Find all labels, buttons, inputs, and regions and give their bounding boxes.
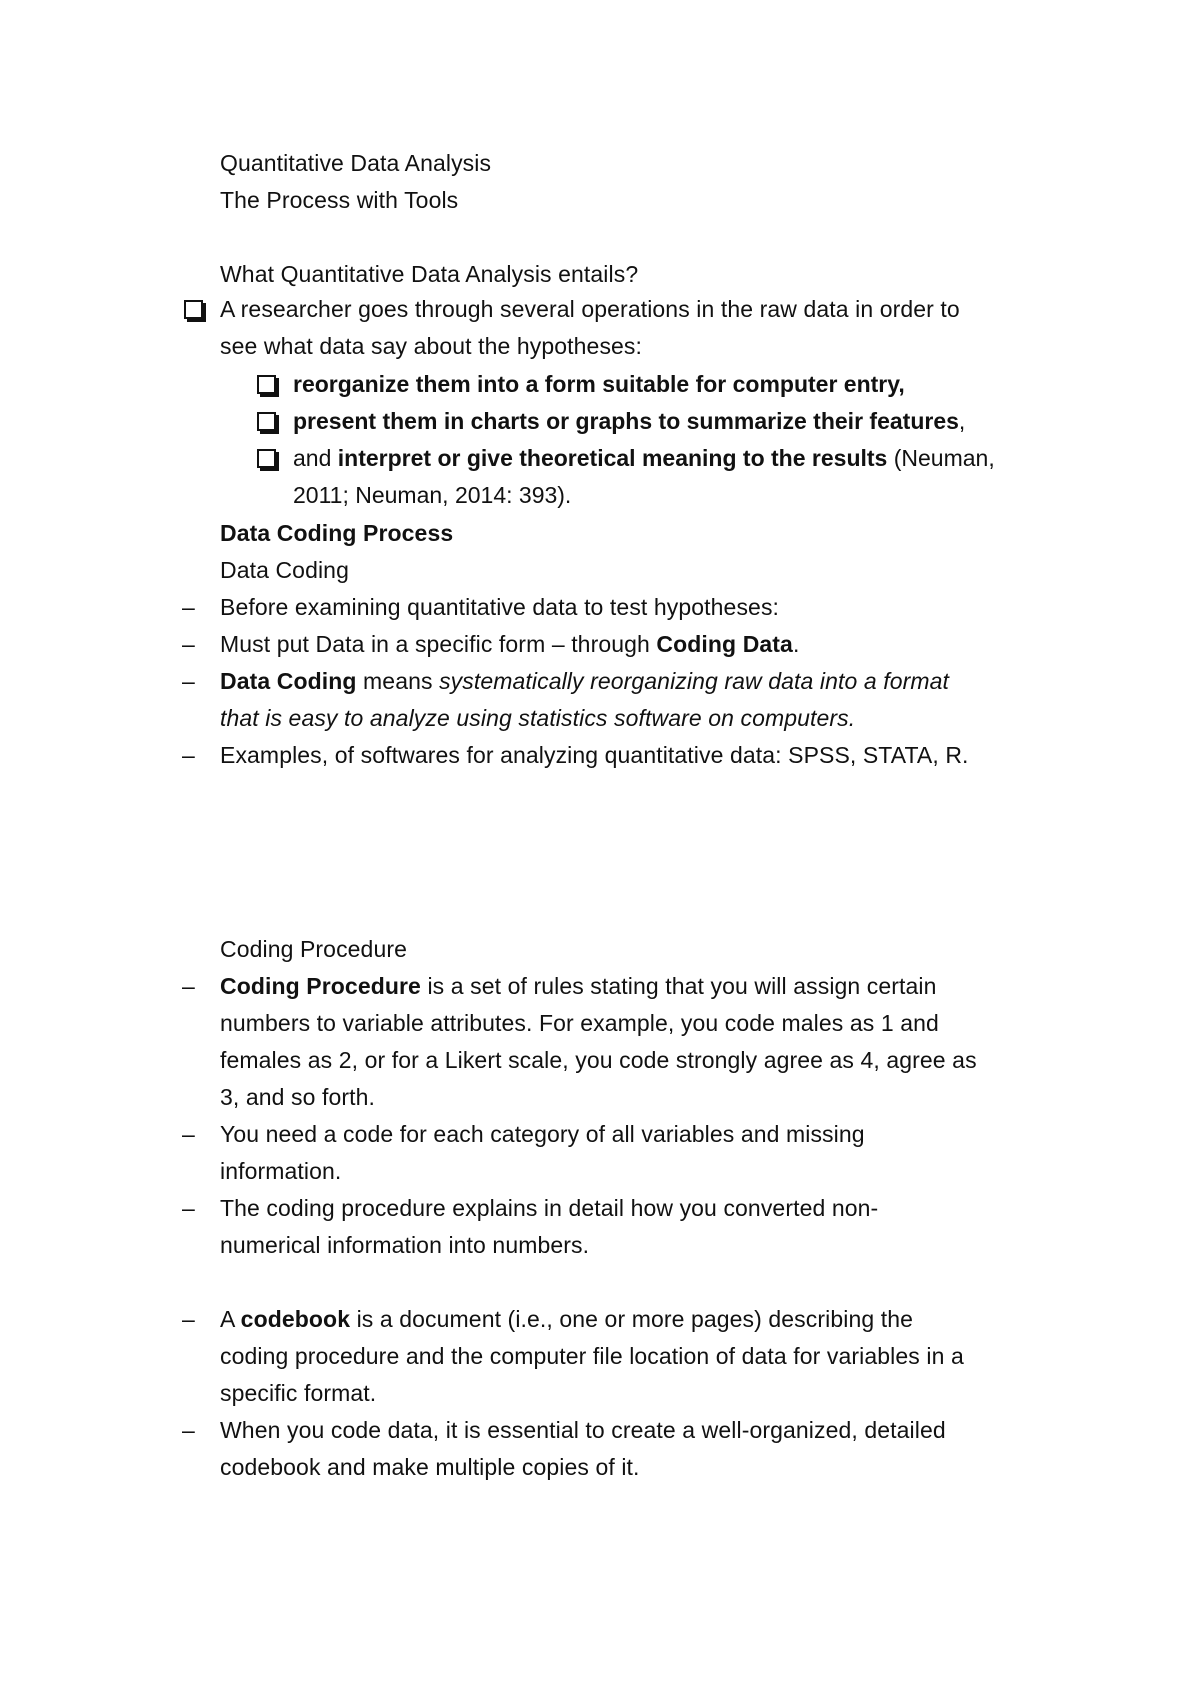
codebook-advice-bullet-line-2: codebook and make multiple copies of it. — [220, 1454, 640, 1480]
data-coding-bullet-3-line-2: that is easy to analyze using statistics software on computers. — [220, 705, 856, 731]
intro-line-2: see what data say about the hypotheses: — [220, 333, 643, 359]
data-coding-bullet-4: Examples, of softwares for analyzing quantitative data: SPSS, STATA, R. — [220, 742, 969, 768]
step-interpret-post: (Neuman, — [887, 445, 995, 471]
dash-bullet: – — [182, 1121, 195, 1147]
codebook-advice-bullet: When you code data, it is essential to create a well-organized, detailed — [220, 1417, 946, 1443]
data-coding-bullet-3 — [220, 666, 949, 696]
coding-procedure-bullet-1 — [220, 971, 937, 1001]
codebook-rest: is a document (i.e., one or more pages) describing the — [350, 1306, 913, 1332]
document-subtitle: The Process with Tools — [220, 187, 459, 213]
coding-procedure-bullet-2-line-2: information. — [220, 1158, 342, 1184]
section-heading-data-coding-process: Data Coding Process — [220, 520, 454, 546]
coding-procedure-bullet-1-line-3: females as 2, or for a Likert scale, you code strongly agree as 4, agree as — [220, 1047, 977, 1073]
dash-bullet: – — [182, 631, 195, 657]
dash-bullet: – — [182, 742, 195, 768]
data-coding-bullet-2 — [220, 629, 799, 659]
bullet-3-bold: Data Coding — [220, 668, 357, 694]
question-heading: What Quantitative Data Analysis entails? — [220, 261, 639, 287]
codebook-bullet-line-2: coding procedure and the computer file location of data for variables in a — [220, 1343, 964, 1369]
checkbox-square-icon — [257, 375, 276, 394]
codebook-bullet-line-3: specific format. — [220, 1380, 377, 1406]
step-reorganize: reorganize them into a form suitable for computer entry, — [293, 371, 905, 397]
dash-bullet: – — [182, 1195, 195, 1221]
coding-procedure-bullet-3: The coding procedure explains in detail how you converted non- — [220, 1195, 879, 1221]
coding-procedure-bullet-2: You need a code for each category of all variables and missing — [220, 1121, 865, 1147]
dash-bullet: – — [182, 1306, 195, 1332]
codebook-bullet — [220, 1304, 913, 1334]
step-present-end: , — [958, 408, 966, 434]
bullet-3-italic: systematically reorganizing raw data into a format — [439, 668, 950, 694]
step-interpret-bold: interpret or give theoretical meaning to the results — [337, 445, 888, 471]
intro-line-1: A researcher goes through several operations in the raw data in order to — [220, 296, 960, 322]
dash-bullet: – — [182, 1417, 195, 1443]
dash-bullet: – — [182, 973, 195, 999]
checkbox-square-icon — [257, 412, 276, 431]
bullet-1-bold: Coding Procedure — [220, 973, 421, 999]
document-title: Quantitative Data Analysis — [220, 150, 492, 176]
section-heading-coding-procedure: Coding Procedure — [220, 936, 407, 962]
coding-procedure-bullet-3-line-2: numerical information into numbers. — [220, 1232, 590, 1258]
bullet-2-pre: Must put Data in a specific form – through — [220, 631, 657, 657]
bullet-2-post: . — [792, 631, 800, 657]
dash-bullet: – — [182, 594, 195, 620]
checkbox-square-icon — [184, 300, 203, 319]
step-interpret-pre: and — [293, 445, 338, 471]
step-interpret-citation: 2011; Neuman, 2014: 393). — [293, 482, 572, 508]
section-subheading-data-coding: Data Coding — [220, 557, 349, 583]
codebook-bold: codebook — [240, 1306, 351, 1332]
checkbox-square-icon — [257, 449, 276, 468]
step-interpret — [293, 443, 995, 473]
data-coding-bullet-1: Before examining quantitative data to test hypotheses: — [220, 594, 780, 620]
codebook-pre: A — [220, 1306, 241, 1332]
dash-bullet: – — [182, 668, 195, 694]
bullet-3-mid: means — [356, 668, 440, 694]
step-present — [293, 406, 965, 436]
bullet-1-rest: is a set of rules stating that you will assign certain — [420, 973, 937, 999]
coding-procedure-bullet-1-line-4: 3, and so forth. — [220, 1084, 376, 1110]
step-present-bold: present them in charts or graphs to summarize their features — [293, 408, 959, 434]
bullet-2-bold: Coding Data — [656, 631, 793, 657]
coding-procedure-bullet-1-line-2: numbers to variable attributes. For example, you code males as 1 and — [220, 1010, 939, 1036]
